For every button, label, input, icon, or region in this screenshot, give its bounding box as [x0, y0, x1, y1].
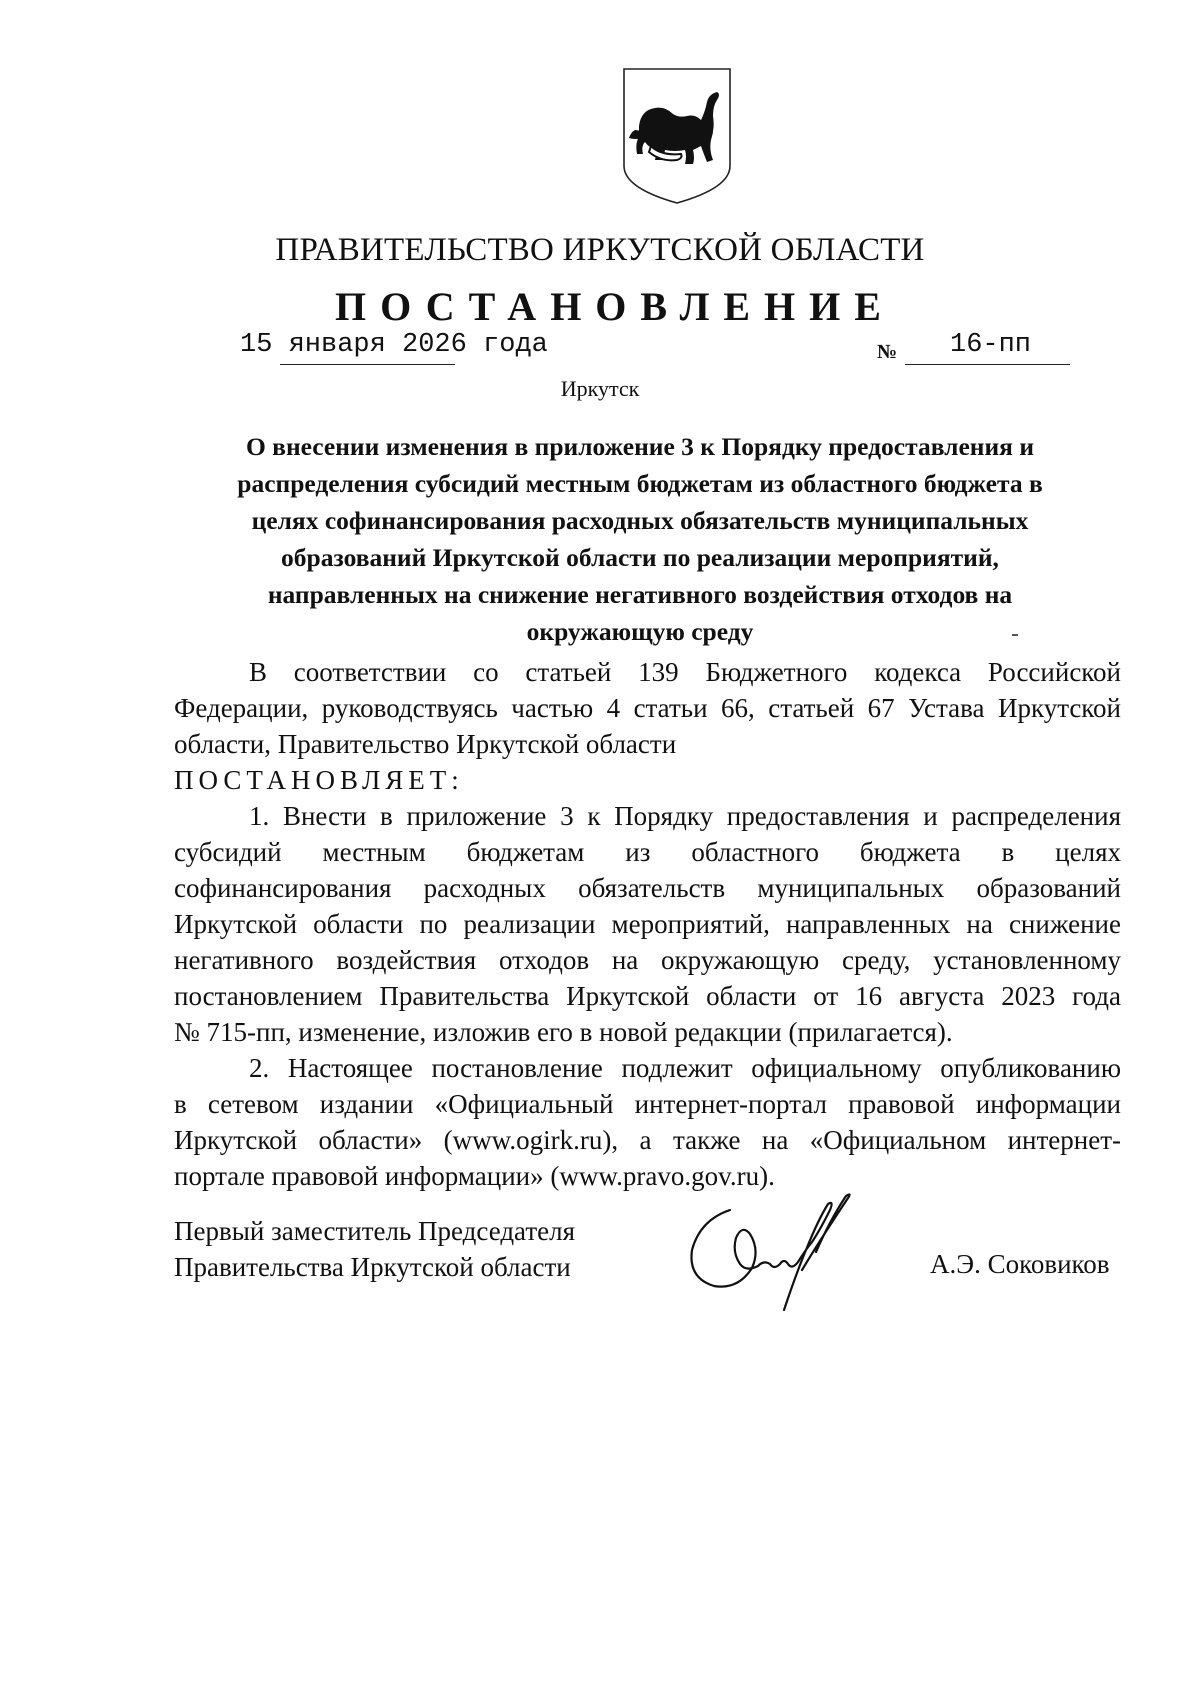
- signer-position-line: Правительства Иркутской области: [174, 1252, 571, 1282]
- body-line: 2. Настоящее постановление подлежит официальному опубликованию: [249, 1053, 1121, 1083]
- title-line: направленных на снижение негативного воздействия отходов на: [267, 580, 1013, 609]
- signer-position: [174, 1213, 575, 1285]
- title-line: окружающую среду: [526, 617, 754, 646]
- body-line: портале правовой информации» (www.pravo.gov.ru).: [174, 1161, 775, 1191]
- body-line: субсидий местным бюджетам из областного бюджета в целях: [174, 837, 1121, 867]
- document-type: ПОСТАНОВЛЕНИЕ: [335, 284, 895, 329]
- scan-mark: [1012, 634, 1018, 636]
- signer-name: А.Э. Соковиков: [930, 1249, 1110, 1279]
- decree-word: ПОСТАНОВЛЯЕТ:: [174, 765, 464, 795]
- body-line: Иркутской области по реализации мероприятий, направленных на снижение: [174, 909, 1121, 939]
- document-city: Иркутск: [560, 376, 640, 401]
- body-line: Иркутской области» (www.ogirk.ru), а также на «Официальном интернет-: [174, 1125, 1121, 1155]
- title-line: распределения субсидий местным бюджетам из областного бюджета в: [237, 469, 1043, 498]
- body-line: области, Правительство Иркутской области: [174, 729, 677, 759]
- signer-position-line: Первый заместитель Председателя: [174, 1216, 576, 1246]
- irkutsk-coat-of-arms-icon: [621, 66, 733, 206]
- body-line: постановлением Правительства Иркутской области от 16 августа 2023 года: [174, 981, 1121, 1011]
- body-line: Федерации, руководствуясь частью 4 статьи 66, статьей 67 Устава Иркутской: [174, 693, 1121, 723]
- document-date: 15 января 2026 года: [240, 330, 548, 360]
- body-line: в сетевом издании «Официальный интернет-портал правовой информации: [174, 1089, 1121, 1119]
- title-line: целях софинансирования расходных обязательств муниципальных: [251, 506, 1029, 535]
- body-line: 1. Внести в приложение 3 к Порядку предоставления и распределения: [249, 801, 1121, 831]
- body-line: В соответствии со статьей 139 Бюджетного кодекса Российской: [249, 657, 1121, 687]
- body-line: софинансирования расходных обязательств муниципальных образований: [174, 873, 1121, 903]
- body-line: негативного воздействия отходов на окружающую среду, установленному: [174, 945, 1121, 975]
- body-line: № 715-пп, изменение, изложив его в новой редакции (прилагается).: [174, 1017, 953, 1047]
- document-title: [190, 428, 1090, 650]
- document-number: 16-пп: [950, 330, 1032, 360]
- number-underline: [905, 364, 1070, 365]
- number-sign: №: [877, 341, 898, 363]
- handwritten-signature-icon: [680, 1190, 890, 1325]
- title-line: образований Иркутской области по реализации мероприятий,: [281, 543, 999, 572]
- issuing-authority: ПРАВИТЕЛЬСТВО ИРКУТСКОЙ ОБЛАСТИ: [275, 232, 925, 268]
- date-underline: [280, 364, 455, 365]
- title-line: О внесении изменения в приложение 3 к Порядку предоставления и: [245, 432, 1035, 461]
- document-body: [174, 654, 1121, 1194]
